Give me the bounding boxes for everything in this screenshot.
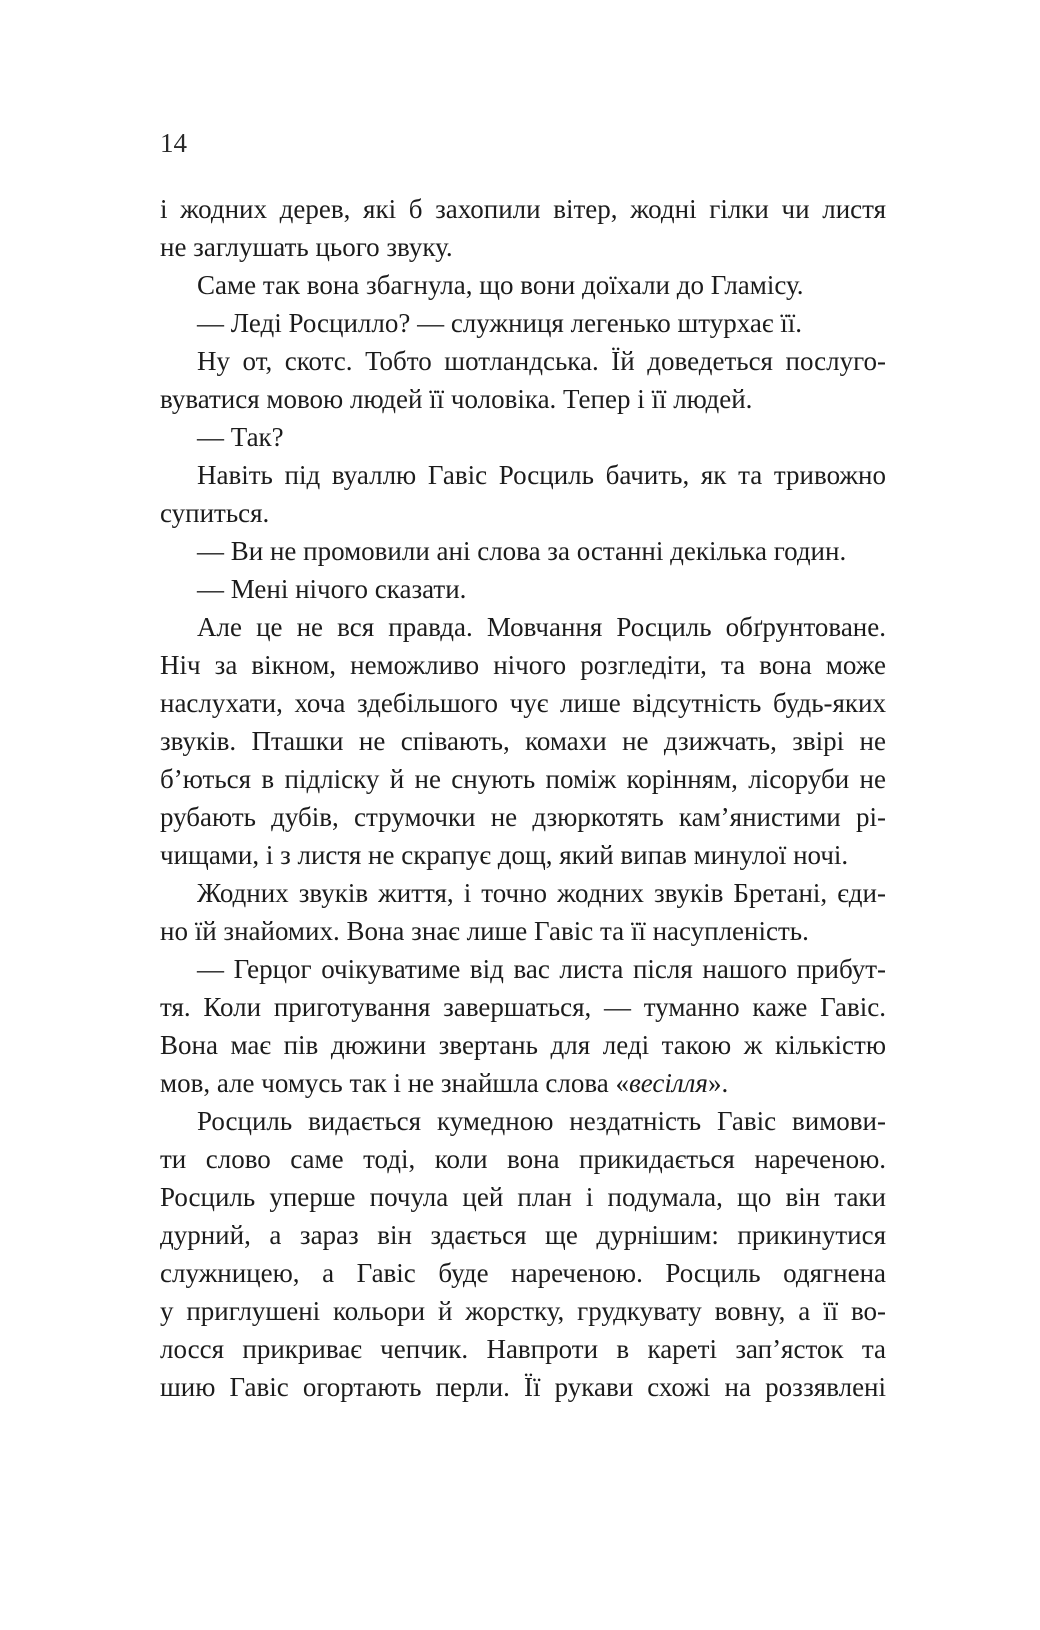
text-line: Але це не вся правда. Мовчання Росциль обґрунтоване. bbox=[197, 612, 886, 642]
text-line: — Так? bbox=[197, 422, 284, 452]
text-line: Жодних звуків життя, і точно жодних звуків Бретані, єди- bbox=[197, 878, 886, 908]
text-line: — Леді Росцилло? — служниця легенько штурхає її. bbox=[197, 308, 802, 338]
italic-text: весілля bbox=[629, 1068, 708, 1098]
text-line: — Герцог очікуватиме від вас листа після нашого прибут- bbox=[197, 954, 886, 984]
text-block bbox=[160, 190, 886, 1406]
text-line: рубають дубів, струмочки не дзюркотять кам’янистими рі- bbox=[160, 802, 886, 832]
paragraph bbox=[160, 456, 886, 532]
text-line: шию Гавіс огортають перли. Її рукави схожі на роззявлені bbox=[160, 1372, 886, 1402]
text-line: Ну от, скотс. Тобто шотландська. Їй доведеться послуго- bbox=[197, 346, 886, 376]
paragraph bbox=[160, 418, 886, 456]
text-line: Саме так вона збагнула, що вони доїхали до Гламісу. bbox=[197, 270, 804, 300]
text-line: — Ви не промовили ані слова за останні декілька годин. bbox=[197, 536, 847, 566]
paragraph bbox=[160, 266, 886, 304]
paragraph bbox=[160, 190, 886, 266]
paragraph bbox=[160, 532, 886, 570]
text-line: лосся прикриває чепчик. Навпроти в кареті зап’ясток та bbox=[160, 1334, 886, 1364]
text-line: чищами, і з листя не скрапує дощ, який випав минулої ночі. bbox=[160, 840, 849, 870]
paragraph bbox=[160, 1102, 886, 1406]
text-line: не заглушать цього звуку. bbox=[160, 232, 453, 262]
text-line: тя. Коли приготування завершаться, — туманно каже Гавіс. bbox=[160, 992, 886, 1022]
text-line: вуватися мовою людей її чоловіка. Тепер і її людей. bbox=[160, 384, 753, 414]
text-segment: ». bbox=[707, 1068, 729, 1098]
text-line: Ніч за вікном, неможливо нічого розгледіти, та вона може bbox=[160, 650, 886, 680]
text-line: Росциль видається кумедною нездатність Гавіс вимови- bbox=[197, 1106, 886, 1136]
text-line: і жодних дерев, які б захопили вітер, жодні гілки чи листя bbox=[160, 194, 886, 224]
text-line bbox=[160, 1064, 886, 1102]
page-number: 14 bbox=[160, 128, 187, 158]
text-segment: мов, але чомусь так і не знайшла слова « bbox=[160, 1068, 630, 1098]
text-line: Росциль уперше почула цей план і подумала, що він таки bbox=[160, 1182, 886, 1212]
paragraph bbox=[160, 950, 886, 1102]
text-line: супиться. bbox=[160, 498, 270, 528]
paragraph bbox=[160, 304, 886, 342]
paragraph bbox=[160, 342, 886, 418]
paragraph bbox=[160, 874, 886, 950]
text-line: Вона має пів дюжини звертань для леді такою ж кількістю bbox=[160, 1030, 886, 1060]
text-line: но їй знайомих. Вона знає лише Гавіс та її насупленість. bbox=[160, 916, 809, 946]
text-line: наслухати, хоча здебільшого чує лише відсутність будь-яких bbox=[160, 688, 886, 718]
text-line: — Мені нічого сказати. bbox=[197, 574, 467, 604]
text-line: б’ються в підліску й не снують поміж корінням, лісоруби не bbox=[160, 764, 886, 794]
text-line: ти слово саме тоді, коли вона прикидається нареченою. bbox=[160, 1144, 886, 1174]
text-line: дурний, а зараз він здається ще дурнішим: прикинутися bbox=[160, 1220, 886, 1250]
text-line: звуків. Пташки не співають, комахи не дзижчать, звірі не bbox=[160, 726, 886, 756]
text-line: Навіть під вуаллю Гавіс Росциль бачить, як та тривожно bbox=[197, 460, 886, 490]
paragraph bbox=[160, 608, 886, 874]
text-line: служницею, а Гавіс буде нареченою. Росциль одягнена bbox=[160, 1258, 886, 1288]
text-line: у приглушені кольори й жорстку, грудкувату вовну, а її во- bbox=[160, 1296, 886, 1326]
paragraph bbox=[160, 570, 886, 608]
